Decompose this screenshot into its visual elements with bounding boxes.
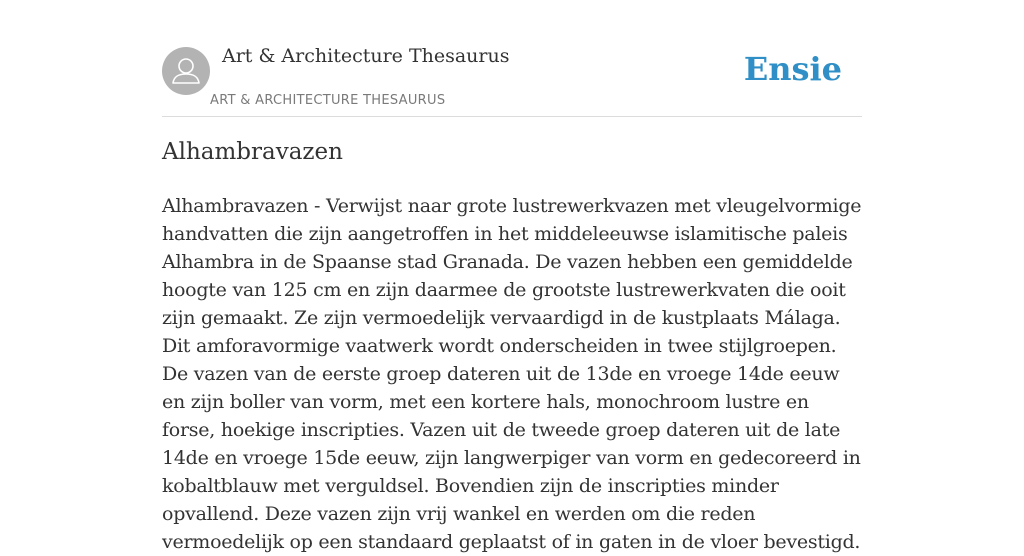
author-name[interactable]: Art & Architecture Thesaurus [222, 45, 510, 67]
page-title: Alhambravazen [162, 139, 343, 165]
user-icon [162, 47, 210, 95]
avatar[interactable] [162, 47, 210, 95]
source-label: ART & ARCHITECTURE THESAURUS [210, 93, 446, 108]
article-body: Alhambravazen - Verwijst naar grote lustrewerkvazen met vleugelvormige handvatten die zijn aangetroffen in het middeleeuwse islamitische paleis Alhambra in de Spaanse stad Granada. De vazen hebben een gemiddelde hoogte van 125 cm en zijn daarmee de grootste lustrewerkvaten die ooit zijn gemaakt. Ze zijn vermoedelijk vervaardigd in de kustplaats Málaga. Dit amforavormige vaatwerk wordt onderscheiden in twee stijlgroepen. De vazen van de eerste groep dateren uit de 13de en vroege 14de eeuw en zijn boller van vorm, met een kortere hals, monochroom lustre en forse, hoekige inscripties. Vazen uit de tweede groep dateren uit de late 14de en vroege 15de eeuw, zijn langwerpiger van vorm en gedecoreerd in kobaltblauw met verguldsel. Bovendien zijn de inscripties minder opvallend. Deze vazen zijn vrij wankel en werden om die reden vermoedelijk op een standaard geplaatst of in gaten in de vloer bevestigd. [162, 195, 862, 553]
ensie-logo[interactable]: Ensie [743, 50, 842, 88]
page-container [162, 0, 862, 553]
header [162, 0, 862, 117]
